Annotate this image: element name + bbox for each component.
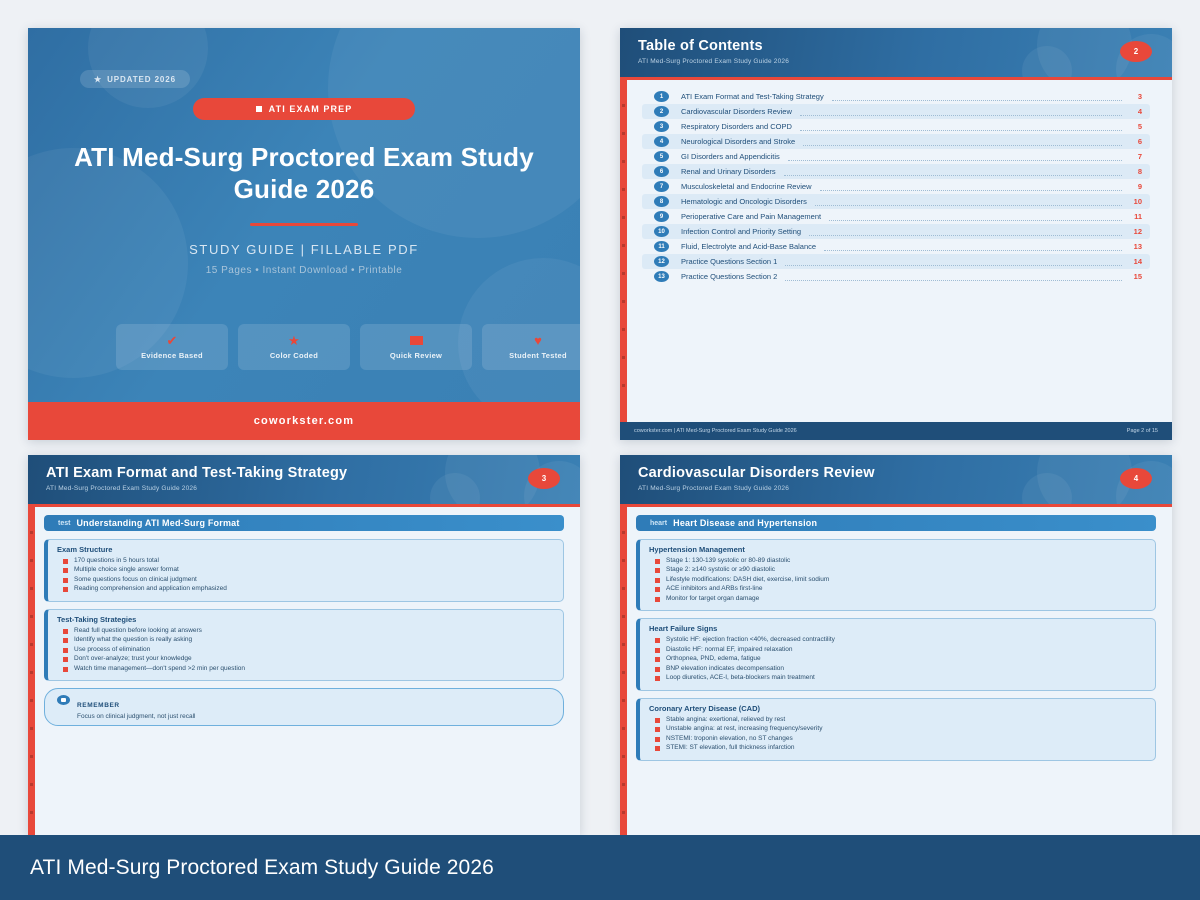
accent-tick: [622, 300, 625, 303]
card-bullet-item: [655, 595, 1146, 602]
page-title: Cardiovascular Disorders Review: [638, 465, 875, 481]
content-card: [636, 539, 1156, 611]
content-cards: [636, 539, 1156, 761]
page-subtitle: ATI Med-Surg Proctored Exam Study Guide 2026: [638, 58, 790, 65]
card-title: Coronary Artery Disease (CAD): [649, 703, 761, 713]
card-bullet-item: [655, 674, 1146, 681]
toc-leader-dots: [824, 243, 1122, 251]
accent-tick: [622, 643, 625, 646]
card-title: Heart Failure Signs: [649, 624, 718, 634]
card-title: Test-Taking Strategies: [57, 614, 137, 624]
cover-hero: [28, 98, 580, 276]
toc-leader-dots: [800, 108, 1122, 116]
square-bullet-icon: [63, 657, 68, 662]
square-bullet-icon: [655, 657, 660, 662]
content-cards: [44, 539, 564, 681]
table-of-contents-page[interactable]: [620, 28, 1172, 440]
toc-entry-number: 2: [654, 106, 669, 117]
card-bullet-text: Loop diuretics, ACE-I, beta-blockers main treatment: [666, 674, 815, 682]
toc-entry-page: 10: [1133, 197, 1142, 206]
page-header: [28, 455, 580, 504]
square-bullet-icon: [655, 597, 660, 602]
toc-leader-dots: [809, 228, 1122, 236]
accent-tick: [622, 811, 625, 814]
accent-tick: [622, 216, 625, 219]
toc-entry-page: 7: [1137, 152, 1142, 161]
card-bullet-item: [63, 655, 554, 662]
card-bullet-text: Systolic HF: ejection fraction <40%, decreased contractility: [666, 636, 835, 644]
card-bullet-text: Stage 2: ≥140 systolic or ≥90 diastolic: [666, 566, 776, 574]
card-bullet-text: Unstable angina: at rest, increasing frequency/severity: [666, 725, 823, 733]
toc-entry[interactable]: [642, 164, 1150, 179]
accent-tick: [622, 356, 625, 359]
page-number-badge: 2: [1120, 41, 1152, 62]
toc-entry-page: 8: [1137, 167, 1142, 176]
card-bullet-text: Monitor for target organ damage: [666, 594, 760, 602]
content-card: [44, 609, 564, 681]
accent-tick: [622, 559, 625, 562]
card-bullet-item: [655, 646, 1146, 653]
toc-entry[interactable]: [642, 209, 1150, 224]
square-icon: [256, 106, 262, 112]
toc-leader-dots: [785, 273, 1122, 281]
card-title: Exam Structure: [57, 545, 113, 554]
card-bullet-text: Don't over-analyze; trust your knowledge: [74, 655, 192, 663]
toc-entry-label: Infection Control and Priority Setting: [681, 227, 802, 236]
exam-prep-label: ATI EXAM PREP: [268, 104, 353, 114]
card-bullet-text: ACE inhibitors and ARBs first-line: [666, 585, 763, 593]
square-bullet-icon: [655, 648, 660, 653]
accent-tick: [622, 104, 625, 107]
toc-body: [620, 80, 1172, 422]
toc-entry-label: Practice Questions Section 2: [681, 272, 778, 281]
square-bullet-icon: [63, 638, 68, 643]
square-bullet-icon: [63, 568, 68, 573]
heart-icon: ♥: [534, 333, 542, 348]
accent-tick: [622, 160, 625, 163]
accent-tick: [30, 615, 33, 618]
card-bullet-text: BNP elevation indicates decompensation: [666, 664, 785, 672]
card-bullet-text: Lifestyle modifications: DASH diet, exercise, limit sodium: [666, 575, 830, 583]
card-bullet-text: 170 questions in 5 hours total: [74, 557, 159, 564]
toc-entry[interactable]: [642, 269, 1150, 284]
feature-color-coded: [238, 324, 350, 370]
card-bullet-item: [655, 665, 1146, 672]
toc-leader-dots: [784, 168, 1122, 176]
toc-entry[interactable]: [642, 224, 1150, 239]
card-bullet-text: Stage 1: 130-139 systolic or 80-89 diastolic: [666, 557, 791, 564]
page-subtitle: ATI Med-Surg Proctored Exam Study Guide 2026: [638, 485, 790, 492]
toc-list: [642, 89, 1150, 284]
toc-entry-number: 5: [654, 151, 669, 162]
accent-tick: [30, 559, 33, 562]
section-heading: [636, 515, 1156, 531]
page-body: [620, 507, 1172, 835]
content-card: [636, 698, 1156, 761]
toc-entry-page: 6: [1137, 137, 1142, 146]
star-icon: ★: [288, 333, 300, 348]
section-heading: [44, 515, 564, 531]
toc-entry-label: Fluid, Electrolyte and Acid-Base Balance: [681, 242, 817, 251]
square-bullet-icon: [655, 676, 660, 681]
cover-title: ATI Med-Surg Proctored Exam Study Guide 2026: [74, 142, 534, 204]
card-bullet-item: [655, 655, 1146, 662]
toc-entry-page: 15: [1133, 272, 1142, 281]
content-card: [44, 539, 564, 602]
left-accent-bar: [28, 507, 35, 835]
feature-quick-review: [360, 324, 472, 370]
toc-entry[interactable]: [642, 104, 1150, 119]
toc-entry-page: 12: [1133, 227, 1142, 236]
test-icon: test: [58, 519, 71, 527]
card-bullet-item: [655, 636, 1146, 643]
accent-tick: [622, 328, 625, 331]
footer-right-label: Page 2 of 15: [1126, 428, 1158, 434]
page-body: [28, 507, 580, 835]
toc-entry-number: 11: [654, 241, 669, 252]
accent-tick: [30, 531, 33, 534]
square-bullet-icon: [63, 629, 68, 634]
toc-entry-number: 3: [654, 121, 669, 132]
card-bullet-item: [63, 585, 554, 592]
accent-tick: [622, 699, 625, 702]
toc-entry-number: 12: [654, 256, 669, 267]
card-bullet-item: [63, 627, 554, 634]
cover-footer-label: coworkster.com: [253, 415, 355, 427]
toc-leader-dots: [829, 213, 1122, 221]
card-bullet-text: Reading comprehension and application emphasized: [74, 585, 227, 593]
caption-bar: [0, 835, 1200, 900]
card-bullet-list: [649, 557, 1146, 602]
toc-entry[interactable]: [642, 149, 1150, 164]
accent-tick: [30, 699, 33, 702]
left-accent-bar: [620, 507, 627, 835]
toc-entry[interactable]: [642, 89, 1150, 104]
toc-entry-label: Neurological Disorders and Stroke: [681, 137, 796, 146]
accent-tick: [30, 643, 33, 646]
content-area: [28, 507, 580, 726]
toc-entry[interactable]: [642, 179, 1150, 194]
footer-left-label: coworkster.com | ATI Med-Surg Proctored Exam Study Guide 2026: [634, 428, 797, 434]
square-bullet-icon: [655, 568, 660, 573]
content-card: [636, 618, 1156, 690]
accent-tick: [622, 755, 625, 758]
accent-tick: [30, 671, 33, 674]
accent-tick: [30, 755, 33, 758]
exam-format-page[interactable]: [28, 455, 580, 835]
toc-entry-label: Musculoskeletal and Endocrine Review: [681, 182, 812, 191]
toc-entry-number: 10: [654, 226, 669, 237]
remember-callout: [44, 688, 564, 726]
accent-tick: [622, 783, 625, 786]
toc-entry-page: 9: [1137, 182, 1142, 191]
remember-text: Focus on clinical judgment, not just recall: [77, 713, 196, 721]
square-icon: [410, 334, 423, 347]
toc-entry-page: 14: [1133, 257, 1142, 266]
square-bullet-icon: [63, 578, 68, 583]
info-icon: [57, 695, 70, 705]
toc-entry-label: Renal and Urinary Disorders: [681, 167, 776, 176]
accent-tick: [622, 587, 625, 590]
feature-badges: [116, 324, 580, 370]
card-bullet-item: [655, 744, 1146, 751]
page-title: Table of Contents: [638, 38, 763, 54]
accent-tick: [622, 272, 625, 275]
updated-badge: [80, 70, 190, 88]
toc-entry[interactable]: [642, 254, 1150, 269]
card-bullet-text: Identify what the question is really asking: [74, 636, 193, 644]
card-bullet-list: [649, 716, 1146, 752]
accent-tick: [30, 727, 33, 730]
exam-prep-badge: [193, 98, 415, 120]
square-bullet-icon: [655, 587, 660, 592]
toc-entry-page: 13: [1133, 242, 1142, 251]
content-area: [620, 507, 1172, 761]
toc-entry-label: Cardiovascular Disorders Review: [681, 107, 792, 116]
toc-leader-dots: [803, 138, 1122, 146]
card-bullet-text: Diastolic HF: normal EF, impaired relaxation: [666, 645, 793, 653]
card-bullet-list: [57, 557, 554, 593]
updated-badge-label: UPDATED 2026: [107, 74, 176, 84]
square-bullet-icon: [655, 667, 660, 672]
cover-footer: [28, 402, 580, 440]
card-bullet-list: [649, 636, 1146, 681]
card-bullet-item: [655, 566, 1146, 573]
toc-leader-dots: [832, 93, 1122, 101]
toc-entry-number: 9: [654, 211, 669, 222]
card-bullet-item: [63, 636, 554, 643]
check-icon: ✔: [166, 333, 178, 348]
cardiovascular-page[interactable]: [620, 455, 1172, 835]
card-bullet-item: [63, 646, 554, 653]
feature-label: Evidence Based: [141, 351, 203, 360]
toc-entry-page: 5: [1137, 122, 1142, 131]
cover-background: [28, 28, 580, 440]
card-bullet-item: [655, 725, 1146, 732]
cover-subtitle: STUDY GUIDE | FILLABLE PDF: [189, 242, 419, 258]
section-heading-label: Heart Disease and Hypertension: [673, 518, 818, 528]
toc-entry-page: 3: [1137, 92, 1142, 101]
toc-leader-dots: [820, 183, 1123, 191]
decorative-circle: [88, 28, 208, 108]
toc-leader-dots: [788, 153, 1122, 161]
page-number-badge: 3: [528, 468, 560, 489]
card-bullet-text: Some questions focus on clinical judgment: [74, 575, 197, 583]
accent-tick: [30, 587, 33, 590]
accent-tick: [622, 384, 625, 387]
accent-tick: [622, 727, 625, 730]
card-title: Hypertension Management: [649, 545, 745, 554]
square-bullet-icon: [63, 559, 68, 564]
card-bullet-item: [63, 566, 554, 573]
card-bullet-list: [57, 627, 554, 672]
toc-entry-label: GI Disorders and Appendicitis: [681, 152, 780, 161]
page-header: [620, 455, 1172, 504]
cover-meta: 15 Pages • Instant Download • Printable: [205, 265, 403, 277]
page-header: [620, 28, 1172, 77]
accent-tick: [622, 244, 625, 247]
toc-entry-number: 13: [654, 271, 669, 282]
toc-entry-label: ATI Exam Format and Test-Taking Strategy: [681, 92, 824, 101]
toc-entry[interactable]: [642, 119, 1150, 134]
feature-label: Color Coded: [269, 351, 319, 360]
accent-tick: [30, 811, 33, 814]
toc-entry[interactable]: [642, 194, 1150, 209]
toc-entry-label: Hematologic and Oncologic Disorders: [681, 197, 807, 206]
square-bullet-icon: [655, 737, 660, 742]
accent-tick: [622, 531, 625, 534]
card-bullet-item: [63, 665, 554, 672]
left-accent-bar: [620, 80, 627, 422]
toc-entry-label: Perioperative Care and Pain Management: [681, 212, 822, 221]
card-bullet-text: Stable angina: exertional, relieved by rest: [666, 715, 786, 723]
toc-leader-dots: [815, 198, 1122, 206]
section-heading-label: Understanding ATI Med-Surg Format: [76, 518, 240, 528]
accent-tick: [30, 783, 33, 786]
toc-entry[interactable]: [642, 134, 1150, 149]
card-bullet-text: Multiple choice single answer format: [74, 566, 179, 574]
cover-page[interactable]: [28, 28, 580, 440]
toc-entry-number: 8: [654, 196, 669, 207]
feature-evidence-based: [116, 324, 228, 370]
accent-tick: [622, 671, 625, 674]
card-bullet-text: Use process of elimination: [74, 645, 151, 653]
caption-label: ATI Med-Surg Proctored Exam Study Guide 2026: [30, 855, 494, 879]
feature-label: Quick Review: [389, 351, 443, 360]
square-bullet-icon: [63, 587, 68, 592]
page-subtitle: ATI Med-Surg Proctored Exam Study Guide 2026: [46, 485, 198, 492]
toc-entry[interactable]: [642, 239, 1150, 254]
toc-entry-number: 6: [654, 166, 669, 177]
divider: [250, 223, 358, 226]
toc-entry-label: Respiratory Disorders and COPD: [681, 122, 792, 131]
card-bullet-item: [655, 576, 1146, 583]
accent-tick: [622, 132, 625, 135]
page-title: ATI Exam Format and Test-Taking Strategy: [46, 465, 348, 481]
toc-entry-page: 4: [1137, 107, 1142, 116]
toc-entry-page: 11: [1134, 212, 1142, 221]
page-number-badge: 4: [1120, 468, 1152, 489]
toc-entry-number: 7: [654, 181, 669, 192]
card-bullet-text: STEMI: ST elevation, full thickness infarction: [666, 744, 795, 752]
square-bullet-icon: [655, 559, 660, 564]
feature-student-tested: [482, 324, 580, 370]
card-bullet-item: [655, 585, 1146, 592]
card-bullet-item: [655, 735, 1146, 742]
toc-entry-label: Practice Questions Section 1: [681, 257, 778, 266]
accent-tick: [622, 188, 625, 191]
card-bullet-text: Orthopnea, PND, edema, fatigue: [666, 655, 761, 663]
card-bullet-item: [63, 557, 554, 564]
page-footer: [620, 422, 1172, 440]
toc-entry-number: 4: [654, 136, 669, 147]
square-bullet-icon: [655, 718, 660, 723]
card-bullet-text: Watch time management—don't spend >2 min per question: [74, 664, 245, 672]
square-bullet-icon: [63, 667, 68, 672]
square-bullet-icon: [63, 648, 68, 653]
card-bullet-text: NSTEMI: troponin elevation, no ST changes: [666, 734, 793, 742]
square-bullet-icon: [655, 638, 660, 643]
card-bullet-item: [63, 576, 554, 583]
toc-leader-dots: [800, 123, 1122, 131]
toc-leader-dots: [785, 258, 1122, 266]
card-bullet-item: [655, 716, 1146, 723]
feature-label: Student Tested: [509, 351, 567, 360]
card-bullet-text: Read full question before looking at answers: [74, 626, 202, 634]
toc-entry-number: 1: [654, 91, 669, 102]
card-bullet-item: [655, 557, 1146, 564]
accent-tick: [622, 615, 625, 618]
square-bullet-icon: [655, 578, 660, 583]
star-icon: ★: [94, 74, 103, 84]
square-bullet-icon: [655, 746, 660, 751]
heart-icon: heart: [650, 519, 668, 527]
square-bullet-icon: [655, 727, 660, 732]
remember-label: REMEMBER: [77, 702, 120, 710]
